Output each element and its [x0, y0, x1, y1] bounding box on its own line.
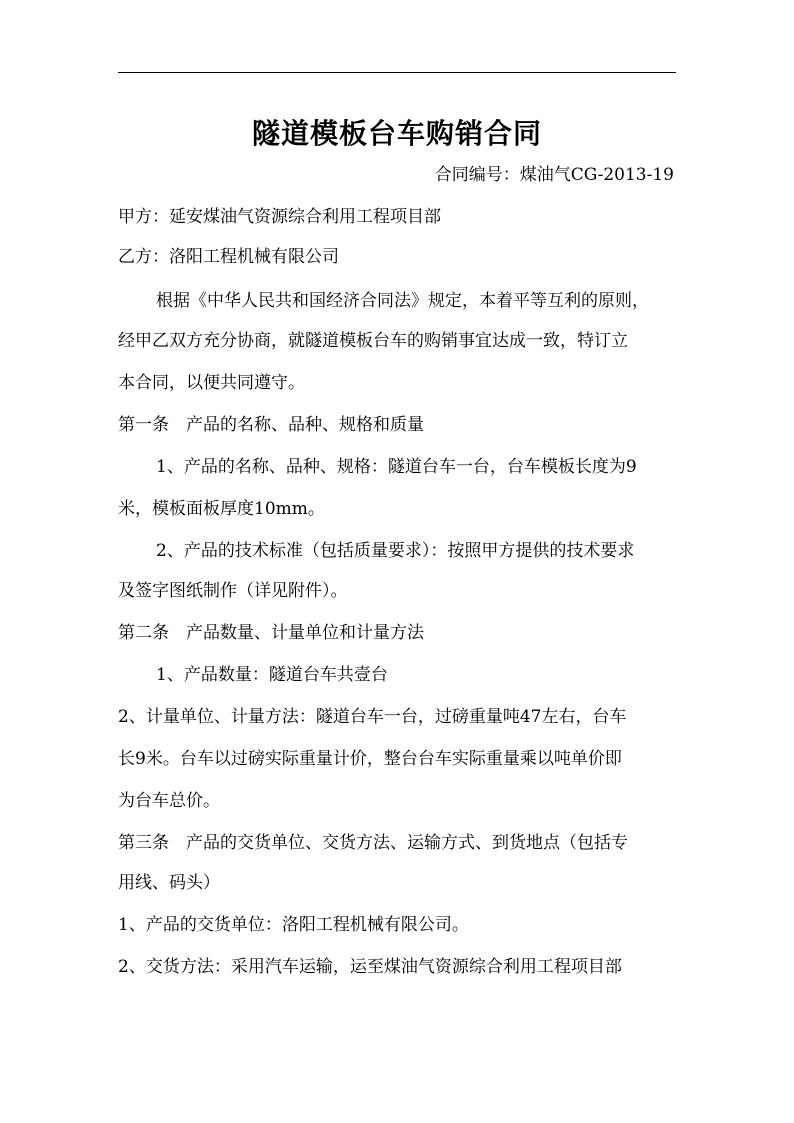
- document-title: 隧道模板台车购销合同: [251, 117, 542, 150]
- article-1-item-1-line-1: 1、产品的名称、品种、规格：隧道台车一台，台车模板长度为9: [156, 457, 637, 477]
- article-2-item-2-line-2: 长9米。台车以过磅实际重量计价，整台台车实际重量乘以吨单价即: [118, 749, 622, 769]
- article-3-item-2: 2、交货方法：采用汽车运输，运至煤油气资源综合利用工程项目部: [118, 957, 622, 977]
- article-2-heading: 第二条 产品数量、计量单位和计量方法: [118, 623, 424, 643]
- article-1-item-2-line-2: 及签字图纸制作（详见附件）。: [118, 581, 348, 601]
- article-3-heading-line-2: 用线、码头）: [118, 873, 220, 893]
- party-a: 甲方：延安煤油气资源综合利用工程项目部: [118, 207, 441, 227]
- party-b: 乙方：洛阳工程机械有限公司: [118, 247, 339, 267]
- article-2-item-1: 1、产品数量：隧道台车共壹台: [156, 665, 388, 685]
- header-rule: [118, 72, 676, 73]
- article-2-item-2-line-1: 2、计量单位、计量方法：隧道台车一台，过磅重量吨47左右，台车: [118, 707, 627, 727]
- article-3-item-1: 1、产品的交货单位：洛阳工程机械有限公司。: [118, 915, 469, 935]
- article-1-heading: 第一条 产品的名称、品种、规格和质量: [118, 415, 424, 435]
- article-1-item-2-line-1: 2、产品的技术标准（包括质量要求）：按照甲方提供的技术要求: [156, 541, 635, 561]
- intro-line-1: 根据《中华人民共和国经济合同法》规定，本着平等互利的原则，: [156, 291, 649, 311]
- intro-line-2: 经甲乙双方充分协商，就隧道模板台车的购销事宜达成一致，特订立: [118, 331, 628, 351]
- article-2-item-2-line-3: 为台车总价。: [118, 791, 220, 811]
- contract-number: 合同编号：煤油气CG-2013-19: [434, 165, 674, 185]
- article-1-item-1-line-2: 米，模板面板厚度10mm。: [118, 499, 325, 519]
- article-3-heading-line-1: 第三条 产品的交货单位、交货方法、运输方式、到货地点（包括专: [118, 833, 628, 853]
- intro-line-3: 本合同，以便共同遵守。: [118, 373, 305, 393]
